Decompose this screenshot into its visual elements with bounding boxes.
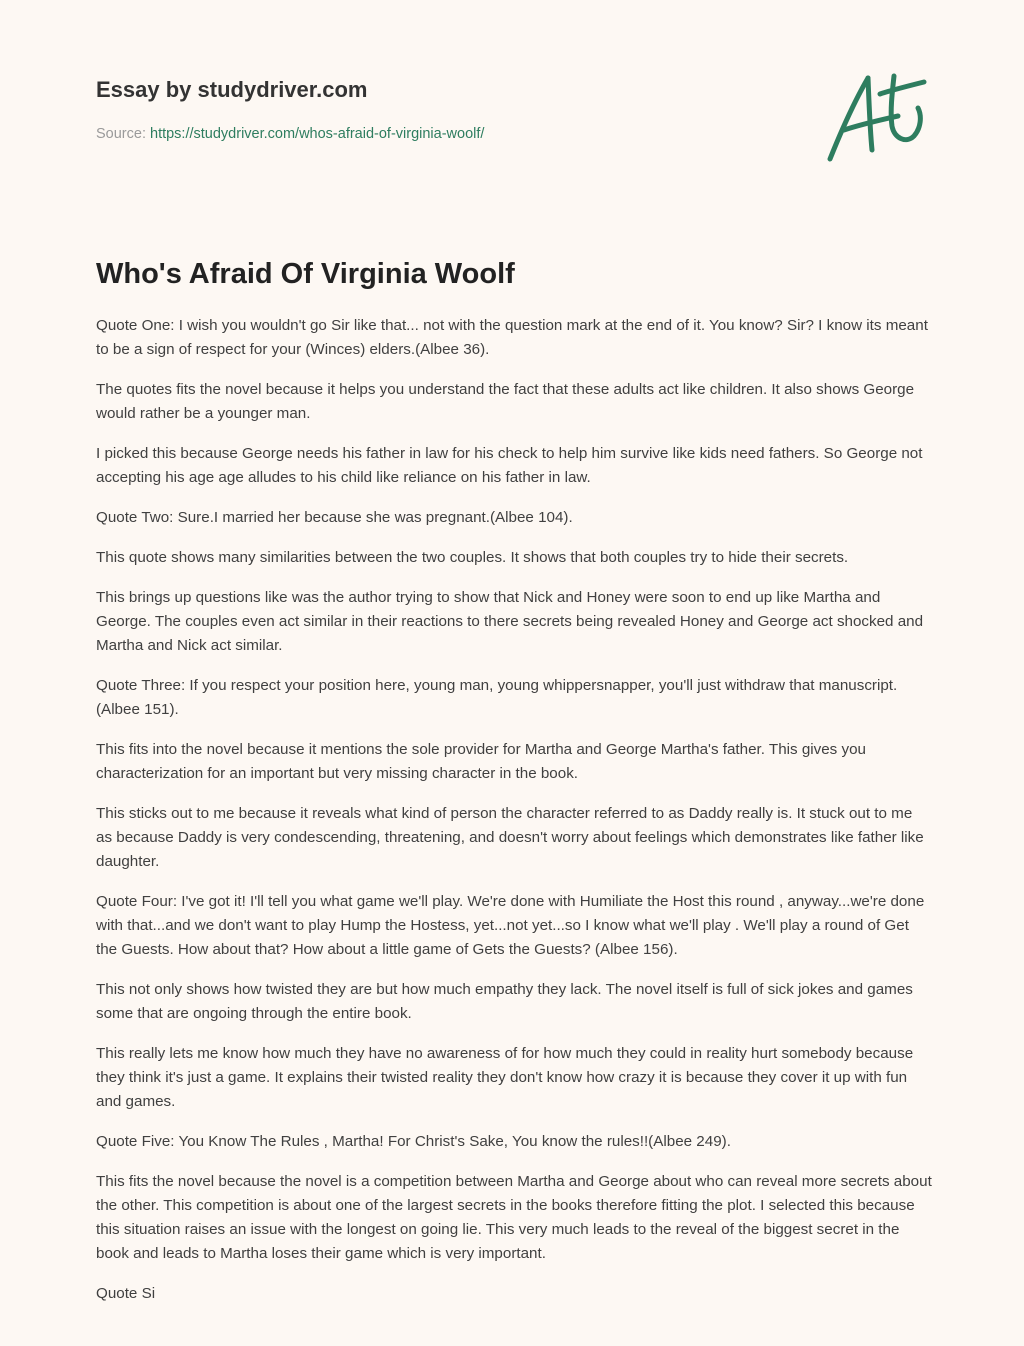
essay-paragraph: The quotes fits the novel because it helps you understand the fact that these adults act like children. It also shows George would rather be a younger man. xyxy=(96,381,915,422)
essay-paragraph: This sticks out to me because it reveals what kind of person the character referred to as Daddy really is. It stuck out to me as because Daddy is very condescending, threatening, and doesn't worry about feelings which demonstrates like father like daughter. xyxy=(96,805,924,870)
source-line xyxy=(96,124,484,144)
source-link[interactable]: https://studydriver.com/whos-afraid-of-virginia-woolf/ xyxy=(150,126,485,142)
essay-body xyxy=(96,314,932,1322)
essay-paragraph: This really lets me know how much they have no awareness of for how much they could in reality hurt somebody because they think it's just a game. It explains their twisted reality they don't know how crazy it is because they cover it up with fun and games. xyxy=(96,1045,914,1110)
essay-paragraph: Quote Si xyxy=(96,1285,156,1302)
essay-paragraph: Quote Three: If you respect your position here, young man, young whippersnapper, you'll just withdraw that manuscript.(Albee 151). xyxy=(96,677,898,718)
essay-paragraph: Quote One: I wish you wouldn't go Sir like that... not with the question mark at the end of it. You know? Sir? I know its meant to be a sign of respect for your (Winces) elders.(Albee 36). xyxy=(96,317,928,358)
essay-paragraph: Quote Four: I've got it! I'll tell you what game we'll play. We're done with Humiliate the Host this round , anyway...we're done with that...and we don't want to play Hump the Hostess, yet...not yet...so I know what we'll play . We'll play a round of Get the Guests. How about that? How about a little game of Gets the Guests? (Albee 156). xyxy=(96,893,925,958)
site-header-title: Essay by studydriver.com xyxy=(96,77,368,102)
essay-paragraph: Quote Two: Sure.I married her because she was pregnant.(Albee 104). xyxy=(96,509,573,526)
essay-paragraph: I picked this because George needs his father in law for his check to help him survive like kids need fathers. So George not accepting his age age alludes to his child like reliance on his father in law. xyxy=(96,445,923,486)
essay-paragraph: Quote Five: You Know The Rules , Martha! For Christ's Sake, You know the rules!!(Albee 249). xyxy=(96,1133,731,1150)
essay-paragraph: This fits the novel because the novel is a competition between Martha and George about who can reveal more secrets about the other. This competition is about one of the largest secrets in the books therefore fitting the plot. I selected this because this situation raises an issue with the longest on going lie. This very much leads to the reveal of the biggest secret in the book and leads to Martha loses their game which is very important. xyxy=(96,1173,932,1262)
a-plus-logo-icon xyxy=(818,64,934,168)
essay-title: Who's Afraid Of Virginia Woolf xyxy=(96,258,515,290)
essay-paragraph: This not only shows how twisted they are but how much empathy they lack. The novel itself is full of sick jokes and games some that are ongoing through the entire book. xyxy=(96,981,913,1022)
essay-paragraph: This fits into the novel because it mentions the sole provider for Martha and George Martha's father. This gives you characterization for an important but very missing character in the book. xyxy=(96,741,866,782)
essay-paragraph: This brings up questions like was the author trying to show that Nick and Honey were soon to end up like Martha and George. The couples even act similar in their reactions to there secrets being revealed Honey and George act shocked and Martha and Nick act similar. xyxy=(96,589,924,654)
essay-paragraph: This quote shows many similarities between the two couples. It shows that both couples try to hide their secrets. xyxy=(96,549,849,566)
source-label: Source: xyxy=(96,126,150,142)
